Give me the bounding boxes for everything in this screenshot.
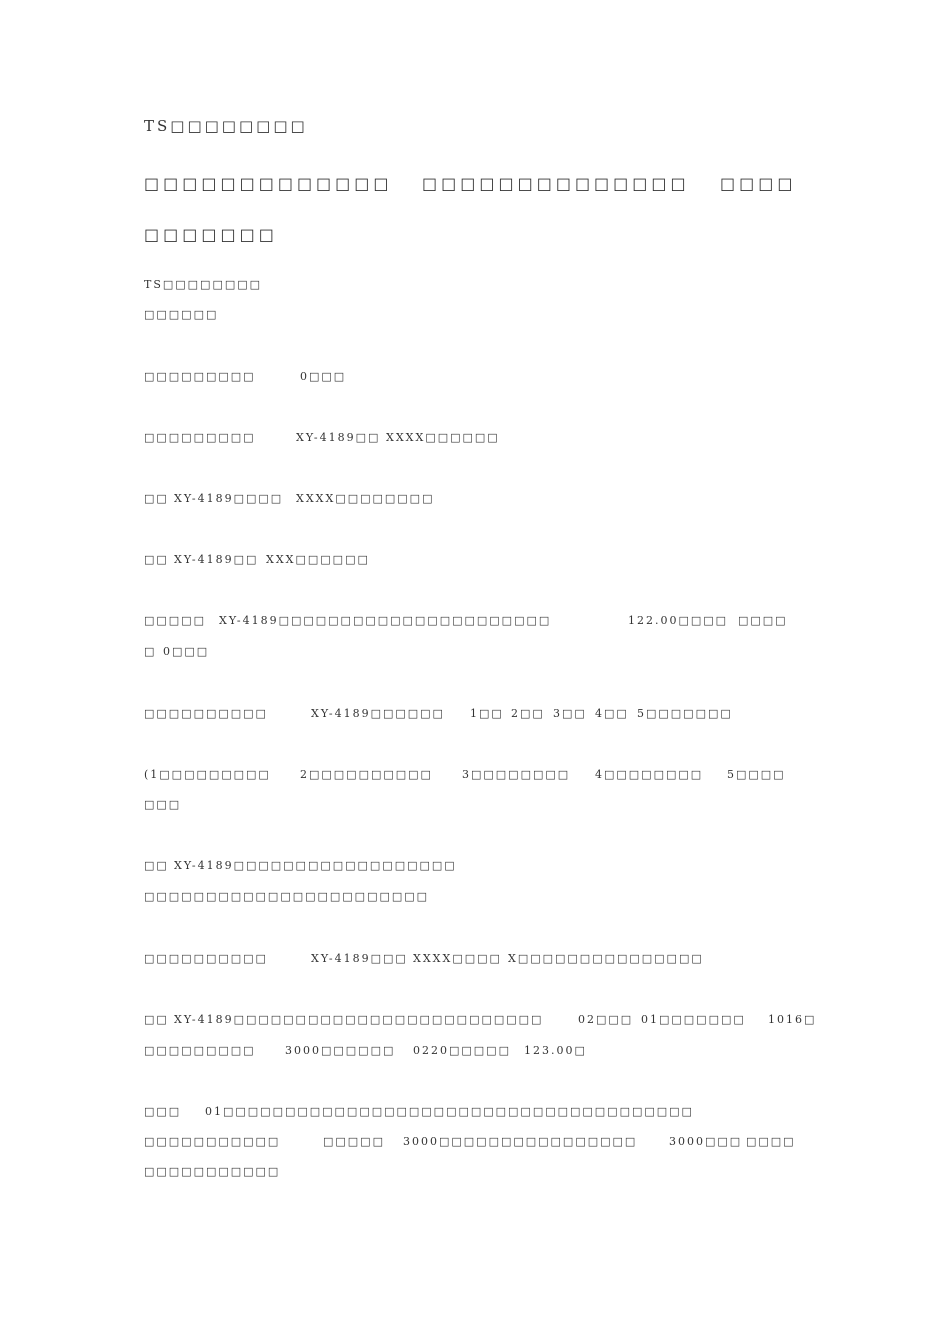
paragraph-line: 0220□□□□□	[413, 1044, 511, 1057]
paragraph-line: XXXX□□□□□□	[386, 431, 500, 444]
heading-part-a: □□□□□□□□□□□□□	[144, 174, 393, 193]
paragraph-line: 0□□□	[163, 645, 210, 658]
paragraph-line: XXX□□□□□□	[266, 553, 370, 566]
paragraph-line: 4□□□□□□□□	[595, 768, 704, 781]
paragraph-line: 02□□□	[578, 1013, 634, 1026]
paragraph-line: □□□□□□□□□□□□□□□□□□□□□□□	[144, 890, 430, 903]
heading-part-c: □□□□	[720, 174, 797, 193]
paragraph-line: 3□□	[553, 707, 587, 720]
paragraph-line: XY-4189□□□□□□□□□□□□□□□□□□□□□□□□□	[174, 1013, 544, 1026]
paragraph-line: XY-4189□□	[296, 431, 381, 444]
paragraph-line: XY-4189□□□□□□□□□□□□□□□□□□	[174, 859, 457, 872]
heading-continuation: □□□□□□□	[144, 225, 278, 244]
paragraph-line: □□□□□□□□□	[144, 370, 256, 383]
paragraph-line: X□□□□□□□□□□□□□□□	[508, 952, 704, 965]
paragraph-line: 3000□□□	[669, 1135, 743, 1148]
paragraph-line: □□	[144, 859, 169, 872]
paragraph-line: XY-4189□□□	[311, 952, 408, 965]
paragraph-line: □□□□□□□□□□□	[144, 1165, 281, 1178]
paragraph-line: 1□□	[470, 707, 504, 720]
paragraph-line: □□□□□□□□□	[144, 431, 256, 444]
paragraph-line: □□□□□	[144, 614, 206, 627]
paragraph-line: □□□	[144, 1105, 182, 1118]
paragraph-line: 01□□□□□□□□□□□□□□□□□□□□□□□□□□□□□□□□□□□□□□	[205, 1105, 694, 1118]
paragraph-line: □	[144, 645, 157, 658]
paragraph-line: 0□□□	[300, 370, 347, 383]
paragraph-line: 3000□□□□□□□□□□□□□□□□	[403, 1135, 638, 1148]
paragraph-line: 122.00□□□□	[628, 614, 729, 627]
paragraph-line: 3□□□□□□□□	[462, 768, 571, 781]
paragraph-line: □□□□□□□□□□□	[144, 1135, 281, 1148]
paragraph-line: 4□□	[595, 707, 629, 720]
paragraph-line: TS□□□□□□□□	[144, 278, 263, 291]
heading-part-b: □□□□□□□□□□□□□□	[422, 174, 690, 193]
paragraph-line: 2□□□□□□□□□□	[300, 768, 433, 781]
paragraph-line: 1016□	[768, 1013, 817, 1026]
paragraph-line: (1□□□□□□□□□	[144, 768, 271, 781]
paragraph-line: XXXX□□□□□□□□	[296, 492, 435, 505]
paragraph-line: □□□□□□□□□□	[144, 707, 268, 720]
paragraph-line: 01□□□□□□□	[641, 1013, 746, 1026]
paragraph-line: □□□□□□□□□	[144, 1044, 256, 1057]
paragraph-line: 5□□□□	[727, 768, 786, 781]
paragraph-line: 123.00□	[524, 1044, 587, 1057]
paragraph-line: 5□□□□□□□	[637, 707, 733, 720]
paragraph-line: □□	[144, 1013, 169, 1026]
paragraph-line: 3000□□□□□□	[285, 1044, 396, 1057]
paragraph-line: XXXX□□□□	[413, 952, 502, 965]
paragraph-line: □□	[144, 553, 169, 566]
paragraph-line: □□□□□□□□□□	[144, 952, 268, 965]
doc-title: TS□□□□□□□□	[144, 117, 308, 135]
paragraph-line: □□□□□	[323, 1135, 385, 1148]
paragraph-line: 2□□	[511, 707, 545, 720]
paragraph-line: XY-4189□□	[174, 553, 259, 566]
paragraph-line: □□□	[144, 798, 182, 811]
paragraph-line: □□	[144, 492, 169, 505]
paragraph-line: XY-4189□□□□	[174, 492, 284, 505]
paragraph-line: XY-4189□□□□□□□□□□□□□□□□□□□□□□	[219, 614, 552, 627]
paragraph-line: XY-4189□□□□□□	[311, 707, 445, 720]
paragraph-line: □□□□□□	[144, 308, 219, 321]
paragraph-line: □□□□	[746, 1135, 796, 1148]
paragraph-line: □□□□	[738, 614, 788, 627]
